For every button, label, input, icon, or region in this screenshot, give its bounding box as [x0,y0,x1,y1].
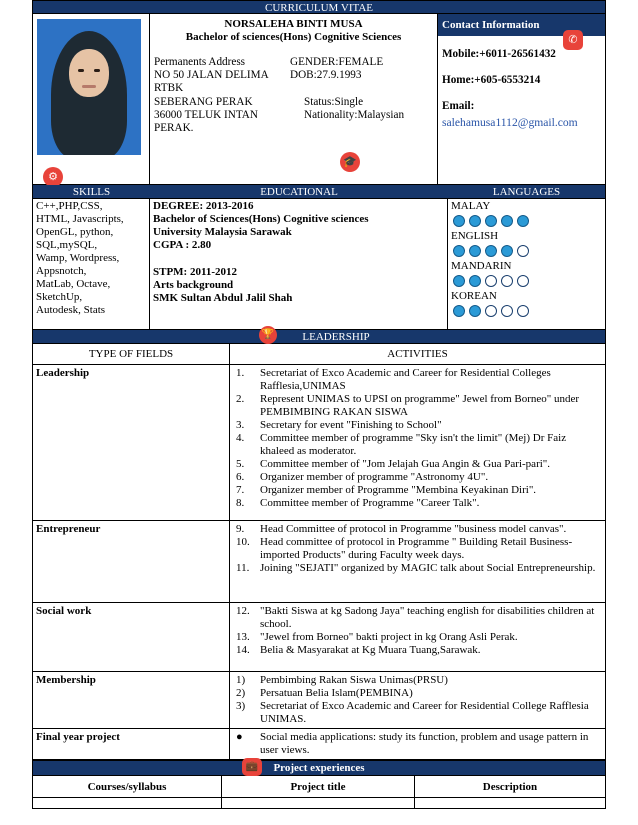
activity-item [236,644,602,657]
degree-name: Bachelor of Sciences(Hons) Cognitive sciences [153,212,369,225]
photo-cell [33,14,150,184]
detail-dob: DOB:27.9.1993 [290,69,362,82]
activity-item [236,700,602,726]
activity-item [236,471,602,484]
activity-text: Head committee of protocol in Programme " Building Retail Business-imported Products" during Faculty week days. [260,535,573,561]
address-line: NO 50 JALAN DELIMA RTBK [154,69,269,95]
graduation-cap-icon: 🎓 [340,152,360,172]
rating-dot-filled [501,215,513,227]
degree-period: DEGREE: 2013-2016 [153,200,254,212]
activity-text: Committee member of Programme "Career Talk". [260,496,480,509]
skill-line: MatLab, Octave, [36,277,111,290]
language-rating [453,245,602,257]
activity-number: 4. [236,431,245,444]
address-line: Permanents Address [154,55,246,68]
activity-text: "Bakti Siswa at kg Sadong Jaya" teaching english for disabilities children at school. [260,605,595,630]
activity-text: Represent UNIMAS to UPSI on programme" Jewel from Borneo" under PEMBIMBING RAKAN SISWA [260,392,580,418]
activity-number: 1) [236,674,246,686]
activity-text: Organizer member of programme "Astronomy 4U". [260,470,489,483]
activity-number: 1. [236,367,245,379]
skills-section [32,199,606,330]
skills-list [33,199,150,329]
language-rating [453,215,602,227]
educational-heading: EDUCATIONAL [260,186,338,198]
skill-line: SQL,mySQL, [36,238,98,251]
activity-text: Committee member of programme "Sky isn't the limit" (Mej) Dr Faiz khaleed as moderator. [260,431,567,457]
activity-text: "Jewel from Borneo" bakti project in kg Orang Asli Perak. [260,630,518,643]
skills-heading: SKILLS [72,186,111,198]
activity-item [236,484,602,497]
languages-heading: LANGUAGES [492,186,561,198]
activity-number: 7. [236,483,245,496]
address-line: 36000 TELUK INTAN [154,108,258,121]
cv-title-bar [32,0,606,14]
degree-title: Bachelor of sciences(Hons) Cognitive Sciences [185,30,402,43]
rating-dot-empty [501,275,513,287]
activity-number: 9. [236,523,245,535]
skill-line: Appsnotch, [36,264,87,277]
cv-title: CURRICULUM VITAE [264,2,373,14]
rating-dot-filled [453,275,465,287]
profile-section [32,14,606,185]
language-name: KOREAN [451,289,497,302]
rating-dot-filled [469,215,481,227]
field-type: Membership [33,672,230,728]
rating-dot-filled [501,245,513,257]
activity-number: 13. [236,630,250,643]
activity-item [236,562,602,575]
activity-number: 10. [236,535,250,548]
rating-dot-filled [453,245,465,257]
leadership-heading: LEADERSHIP [302,331,370,343]
languages-list [448,199,605,329]
activity-item [236,523,602,536]
rating-dot-filled [469,275,481,287]
projects-table [32,776,606,809]
stpm-period: STPM: 2011-2012 [153,265,238,278]
activity-number: 12. [236,605,250,617]
language-item [451,260,602,287]
field-type: Entrepreneur [33,521,230,602]
activity-list [230,672,605,728]
address-details [154,56,433,135]
activity-item [236,419,602,432]
rating-dot-empty [517,305,529,317]
activity-text: Belia & Masyarakat at Kg Muara Tuang,Sarawak. [260,643,481,656]
language-rating [453,305,602,317]
activity-list [230,521,605,602]
profile-photo [37,19,141,155]
rating-dot-empty [517,275,529,287]
rating-dot-filled [485,215,497,227]
col-activities: ACTIVITIES [387,348,448,360]
col-description: Description [482,780,538,793]
mobile-number: Mobile:+6011-26561432 [442,48,556,60]
activity-item [236,497,602,510]
identity-cell [150,14,438,184]
activity-number: 2) [236,686,246,699]
rating-dot-filled [469,305,481,317]
activity-text: Secretariat of Exco Academic and Career for Residential Colleges Rafflesia,UNIMAS [260,367,551,392]
contact-title: Contact Information [442,19,540,31]
activity-text: Social media applications: study its function, problem and usage pattern in user views. [260,730,589,756]
activity-number: ● [236,730,243,743]
leadership-row [33,365,605,521]
detail-gender: GENDER:FEMALE [290,55,384,68]
contact-details [438,36,605,130]
email-link[interactable]: salehamusa1112@gmail.com [442,115,578,129]
activity-text: Secretariat of Exco Academic and Career for Residential College Rafflesia UNIMAS. [260,699,589,725]
activity-list [230,603,605,671]
contact-cell [438,14,605,184]
activity-item [236,731,602,757]
activity-item [236,458,602,471]
rating-dot-filled [485,245,497,257]
skill-line: Autodesk, Stats [36,303,106,316]
activity-number: 2. [236,392,245,405]
rating-dot-filled [453,215,465,227]
activity-number: 8. [236,496,245,509]
language-item [451,200,602,227]
leadership-table-header [33,344,605,365]
activity-number: 6. [236,470,245,483]
projects-table-header [33,776,605,798]
email-label: Email: [442,100,475,113]
rating-dot-empty [485,305,497,317]
activity-list [230,365,605,520]
activity-text: Head Committee of protocol in Programme "business model canvas". [260,523,567,535]
activity-text: Secretary for event "Finishing to School" [260,418,442,431]
language-name: MANDARIN [451,259,512,272]
address-line: PERAK. [154,122,194,135]
col-fields: TYPE OF FIELDS [33,344,230,364]
activity-item [236,674,602,687]
projects-heading: Project experiences [273,761,365,774]
section-bar-projects [32,761,606,776]
activity-text: Organizer member of Programme "Membina Keyakinan Diri". [260,483,537,496]
section-bar-skills [32,185,606,199]
section-bar-leadership [32,330,606,344]
detail-nationality: Nationality:Malaysian [304,108,405,121]
detail-status: Status:Single [304,95,364,108]
language-name: ENGLISH [451,229,499,242]
leadership-row [33,672,605,729]
skill-line: C++,PHP,CSS, [36,200,103,212]
activity-item [236,631,602,644]
activity-number: 3) [236,699,246,712]
activity-text: Committee member of "Jom Jelajah Gua Angin & Gua Pari-pari". [260,457,551,470]
cgpa: CGPA : 2.80 [153,238,212,251]
address-line: SEBERANG PERAK [154,95,253,108]
col-course: Courses/syllabus [33,776,222,797]
leadership-row [33,729,605,760]
activity-item [236,687,602,700]
skill-line: SketchUp, [36,290,83,303]
gear-icon: ⚙ [43,167,63,187]
stpm-stream: Arts background [153,278,234,291]
skill-line: OpenGL, python, [36,225,114,238]
activity-item [236,536,602,562]
rating-dot-empty [517,245,529,257]
briefcase-icon: 💼 [242,758,262,776]
language-item [451,290,602,317]
activity-list [230,729,605,759]
university-name: University Malaysia Sarawak [153,225,292,238]
home-number: Home:+605-6553214 [442,74,541,87]
activity-item [236,393,602,419]
education-details [150,199,448,329]
rating-dot-empty [485,275,497,287]
rating-dot-empty [501,305,513,317]
leadership-rows [33,365,605,760]
skill-line: Wamp, Wordpress, [36,251,120,264]
leadership-row [33,521,605,603]
school-name: SMK Sultan Abdul Jalil Shah [153,291,293,304]
field-type: Leadership [33,365,230,520]
rating-dot-filled [469,245,481,257]
activity-number: 5. [236,457,245,470]
leadership-row [33,603,605,672]
language-name: MALAY [451,200,491,212]
rating-dot-filled [517,215,529,227]
activity-number: 11. [236,561,250,574]
full-name: NORSALEHA BINTI MUSA [224,18,363,30]
activity-text: Persatuan Belia Islam(PEMBINA) [260,686,413,699]
activity-text: Joining "SEJATI" organized by MAGIC talk about Social Entrepreneurship. [260,561,596,574]
language-rating [453,275,602,287]
language-item [451,230,602,257]
field-type: Final year project [33,729,230,759]
phone-icon: ✆ [563,30,583,50]
activity-item [236,367,602,393]
activity-number: 3. [236,418,245,431]
activity-text: Pembimbing Rakan Siswa Unimas(PRSU) [260,674,448,686]
field-type: Social work [33,603,230,671]
rating-dot-filled [453,305,465,317]
activity-number: 14. [236,643,250,656]
trophy-icon: 🏆 [259,326,277,344]
leadership-table [32,344,606,761]
activity-item [236,605,602,631]
cv-sheet [32,0,606,825]
col-project-title: Project title [222,776,415,797]
skill-line: HTML, Javascripts, [36,212,124,225]
activity-item [236,432,602,458]
